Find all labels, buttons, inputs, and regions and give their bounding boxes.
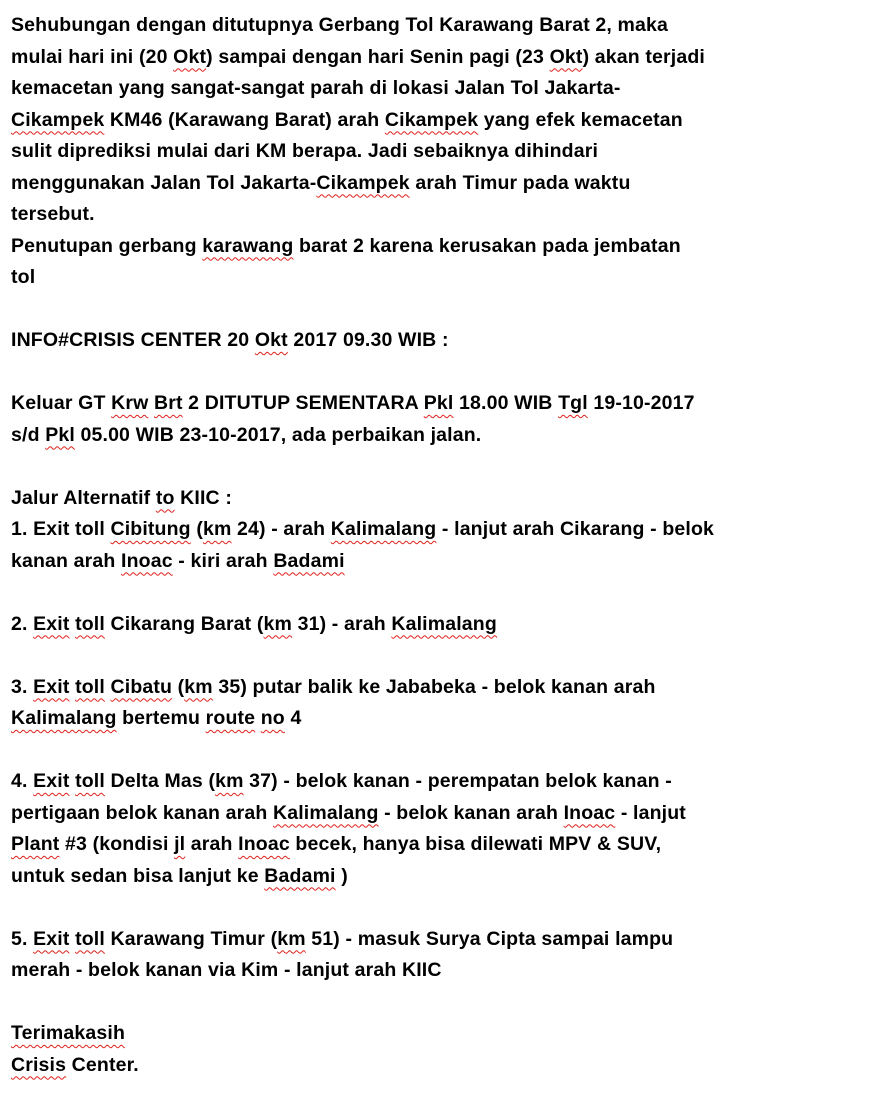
text-run: 5.	[11, 927, 34, 950]
text-run: - lanjut arah Cikarang - belok	[436, 518, 715, 540]
text-run: untuk sedan bisa lanjut ke	[11, 864, 265, 887]
text-line	[11, 420, 861, 452]
misspelled-word: to	[155, 486, 175, 509]
text-line	[11, 766, 861, 798]
misspelled-word: Inoac	[238, 833, 290, 855]
text-run: 18.00 WIB	[453, 392, 559, 414]
text-run: Jalur Alternatif	[11, 486, 156, 509]
text-run: 31) - arah	[292, 612, 392, 635]
text-line	[11, 798, 861, 830]
misspelled-word: Kalimalang	[11, 707, 117, 729]
text-line	[11, 262, 861, 294]
text-run: - kiri arah	[172, 549, 274, 572]
text-run: 19-10-2017	[587, 392, 695, 414]
text-run: Cikarang Barat (	[104, 612, 264, 635]
text-run: (	[190, 518, 203, 540]
misspelled-word: Kalimalang	[330, 518, 437, 540]
text-run: barat 2 karena kerusakan pada jembatan	[293, 234, 681, 257]
misspelled-word: Okt	[173, 45, 207, 68]
text-run: arah Timur pada waktu	[409, 171, 631, 194]
misspelled-word: Inoac	[121, 549, 173, 572]
blank-line	[11, 577, 861, 609]
text-run: mulai hari ini (20	[11, 45, 174, 68]
misspelled-word: km	[277, 927, 306, 950]
blank-line	[11, 451, 861, 483]
text-run: pertigaan belok kanan arah	[11, 801, 273, 824]
text-run: Sehubungan dengan ditutupnya Gerbang Tol Karawang Barat 2, maka	[11, 14, 669, 36]
text-run: yang efek kemacetan	[478, 108, 683, 131]
misspelled-word: no	[260, 707, 285, 729]
misspelled-word: toll	[75, 675, 105, 698]
misspelled-word: Plant	[11, 833, 60, 855]
text-line	[11, 1018, 861, 1050]
text-line	[11, 325, 861, 357]
blank-line	[11, 357, 861, 389]
text-line	[11, 73, 861, 105]
text-run: 3.	[11, 675, 34, 698]
text-run: Keluar GT	[11, 392, 112, 414]
misspelled-word: Exit	[33, 927, 70, 950]
text-run: tol	[11, 266, 36, 288]
misspelled-word: toll	[75, 612, 105, 635]
text-line	[11, 168, 861, 200]
text-line	[11, 105, 861, 137]
misspelled-word: Cikampek	[316, 171, 410, 194]
text-line	[11, 861, 861, 893]
misspelled-word: Exit	[33, 612, 70, 635]
misspelled-word: Okt	[254, 329, 288, 351]
misspelled-word: Brt	[153, 392, 183, 414]
text-line	[11, 199, 861, 231]
misspelled-word: Cibatu	[110, 675, 173, 698]
text-line	[11, 955, 861, 987]
misspelled-word: karawang	[202, 234, 294, 257]
misspelled-word: Kalimalang	[391, 612, 497, 635]
misspelled-word: toll	[75, 770, 105, 792]
text-run: 2017 09.30 WIB :	[287, 329, 449, 351]
misspelled-word: Kalimalang	[272, 801, 379, 824]
text-run: merah - belok kanan via Kim - lanjut arah KIIC	[11, 959, 442, 981]
text-run: 24) - arah	[231, 518, 331, 540]
text-line	[11, 231, 861, 263]
text-run: becek, hanya bisa dilewati MPV & SUV,	[289, 833, 662, 855]
blank-line	[11, 640, 861, 672]
text-line	[11, 546, 861, 578]
text-line	[11, 483, 861, 515]
text-run: Penutupan gerbang	[11, 234, 203, 257]
text-run: #3 (kondisi	[59, 833, 175, 855]
text-run: - lanjut	[615, 801, 686, 824]
misspelled-word: Badami	[264, 864, 336, 887]
text-line	[11, 42, 861, 74]
blank-line	[11, 294, 861, 326]
misspelled-word: toll	[75, 927, 105, 950]
text-line	[11, 514, 861, 546]
misspelled-word: Inoac	[563, 801, 616, 824]
misspelled-word: Pkl	[423, 392, 454, 414]
blank-line	[11, 892, 861, 924]
text-run: )	[335, 864, 348, 887]
text-run: 4.	[11, 770, 34, 792]
text-line	[11, 829, 861, 861]
misspelled-word: Terimakasih	[11, 1022, 126, 1044]
misspelled-word: Crisis	[11, 1053, 67, 1076]
text-run: kanan arah	[11, 549, 122, 572]
text-line	[11, 672, 861, 704]
misspelled-word: Cikampek	[11, 108, 105, 131]
text-run: KIIC :	[174, 486, 232, 509]
text-run: 05.00 WIB 23-10-2017, ada perbaikan jalan.	[74, 423, 482, 446]
text-run: (	[172, 675, 185, 698]
text-line	[11, 10, 861, 42]
text-run: Karawang Timur (	[104, 927, 278, 950]
text-run: 4	[284, 707, 302, 729]
text-run: tersebut.	[11, 203, 95, 225]
misspelled-word: Exit	[33, 770, 70, 792]
text-run: menggunakan Jalan Tol Jakarta-	[11, 171, 317, 194]
misspelled-word: Okt	[549, 45, 583, 68]
misspelled-word: jl	[174, 833, 186, 855]
misspelled-word: Cibitung	[110, 518, 191, 540]
text-line	[11, 609, 861, 641]
misspelled-word: route	[205, 707, 256, 729]
misspelled-word: Badami	[273, 549, 345, 572]
text-run: 35) putar balik ke Jababeka - belok kanan arah	[212, 675, 656, 698]
text-run: 2.	[11, 612, 34, 635]
text-run: 51) - masuk Surya Cipta sampai lampu	[305, 927, 674, 950]
misspelled-word: Pkl	[45, 423, 75, 446]
blank-line	[11, 735, 861, 767]
misspelled-word: Krw	[111, 392, 149, 414]
text-run: KM46 (Karawang Barat) arah	[104, 108, 385, 131]
text-line	[11, 388, 861, 420]
misspelled-word: km	[202, 518, 232, 540]
text-run: 37) - belok kanan - perempatan belok kanan -	[243, 770, 672, 792]
text-run: ) akan terjadi	[582, 45, 705, 68]
text-run: 2 DITUTUP SEMENTARA	[182, 392, 424, 414]
text-run: - belok kanan arah	[378, 801, 564, 824]
misspelled-word: km	[184, 675, 213, 698]
text-run: kemacetan yang sangat-sangat parah di lokasi Jalan Tol Jakarta-	[11, 77, 621, 99]
text-run: sulit diprediksi mulai dari KM berapa. Jadi sebaiknya dihindari	[11, 140, 599, 162]
misspelled-word: Tgl	[558, 392, 588, 414]
text-line	[11, 1050, 861, 1082]
misspelled-word: Cikampek	[384, 108, 479, 131]
text-line	[11, 924, 861, 956]
text-run: ) sampai dengan hari Senin pagi (23	[206, 45, 550, 68]
misspelled-word: km	[215, 770, 244, 792]
text-run: s/d	[11, 423, 46, 446]
text-run: Delta Mas (	[104, 770, 216, 792]
text-line	[11, 703, 861, 735]
text-run: INFO#CRISIS CENTER 20	[11, 329, 255, 351]
misspelled-word: km	[263, 612, 293, 635]
misspelled-word: Exit	[33, 675, 70, 698]
text-line	[11, 136, 861, 168]
blank-line	[11, 987, 861, 1019]
document-body	[11, 10, 861, 1081]
text-run: bertemu	[116, 707, 206, 729]
text-run: arah	[185, 833, 239, 855]
text-run: Center.	[66, 1053, 139, 1076]
text-run: 1. Exit toll	[11, 518, 111, 540]
